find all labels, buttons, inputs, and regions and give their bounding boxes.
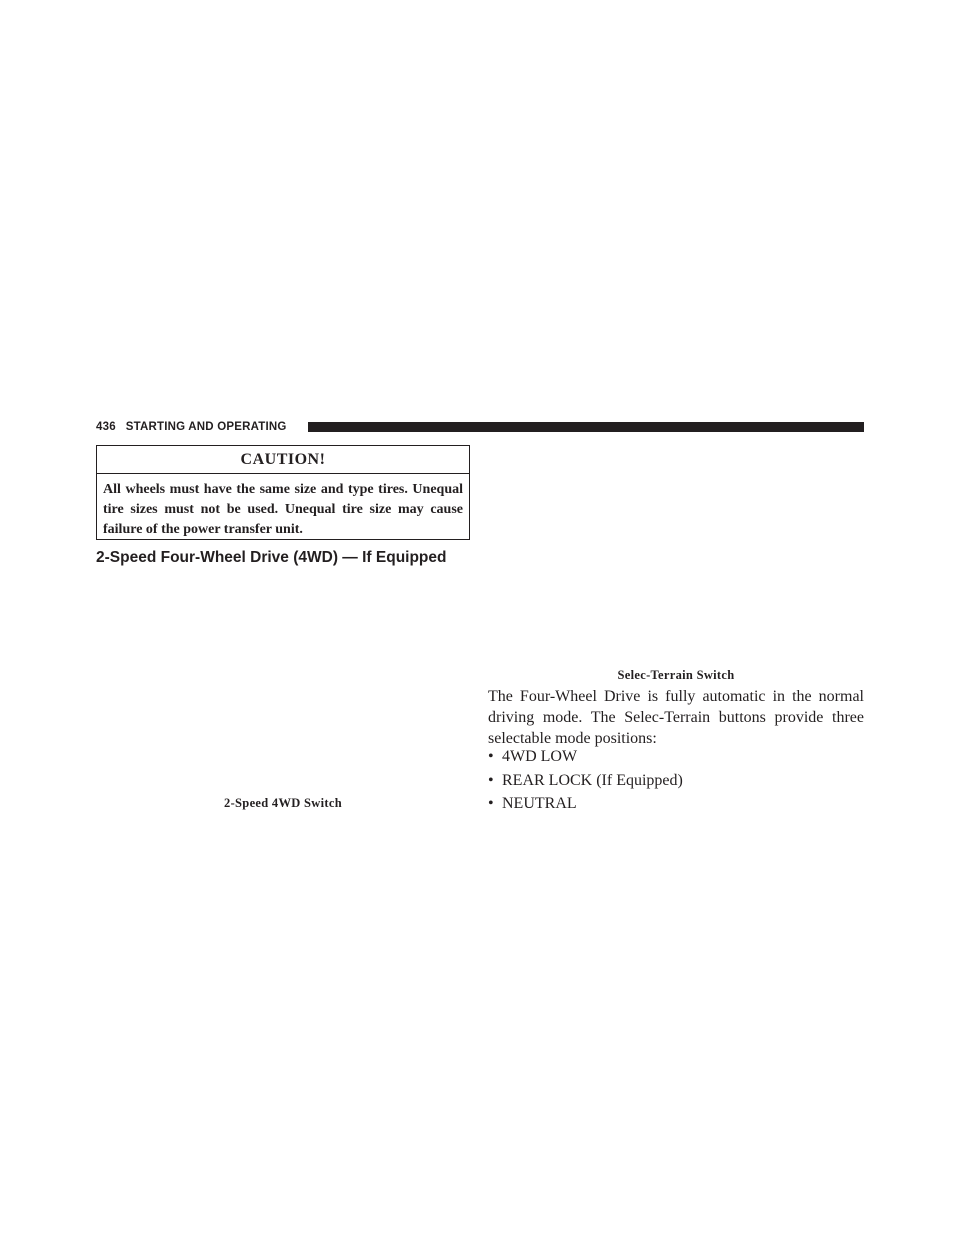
figure-selec-terrain-switch	[488, 445, 864, 665]
page-number: 436	[96, 421, 116, 433]
list-item: • REAR LOCK (If Equipped)	[488, 771, 683, 789]
section-heading: 2-Speed Four-Wheel Drive (4WD) — If Equipped	[96, 549, 447, 566]
bullet-icon: •	[488, 748, 494, 765]
figure-caption-left: 2-Speed 4WD Switch	[224, 796, 342, 810]
section-title: STARTING AND OPERATING	[125, 421, 287, 433]
list-item: • NEUTRAL	[488, 795, 577, 812]
mode-list	[488, 746, 864, 817]
caution-box	[96, 445, 470, 540]
figure-2-speed-4wd-switch	[96, 575, 470, 790]
body-paragraph: The Four-Wheel Drive is fully automatic in the normal driving mode. The Selec-Terrain buttons provide three selectable mode positions:	[488, 688, 864, 747]
bullet-icon: •	[488, 771, 494, 789]
bullet-icon: •	[488, 795, 494, 812]
caution-title: CAUTION!	[97, 446, 469, 474]
header-text	[96, 418, 293, 436]
page-header	[96, 418, 864, 436]
list-item: • 4WD LOW	[488, 748, 578, 765]
header-rule	[308, 422, 864, 432]
caution-text: All wheels must have the same size and type tires. Unequal tire sizes must not be used. Unequal tire size may cause failure of the power transfer unit.	[103, 482, 463, 537]
figure-caption-right: Selec-Terrain Switch	[617, 668, 735, 682]
